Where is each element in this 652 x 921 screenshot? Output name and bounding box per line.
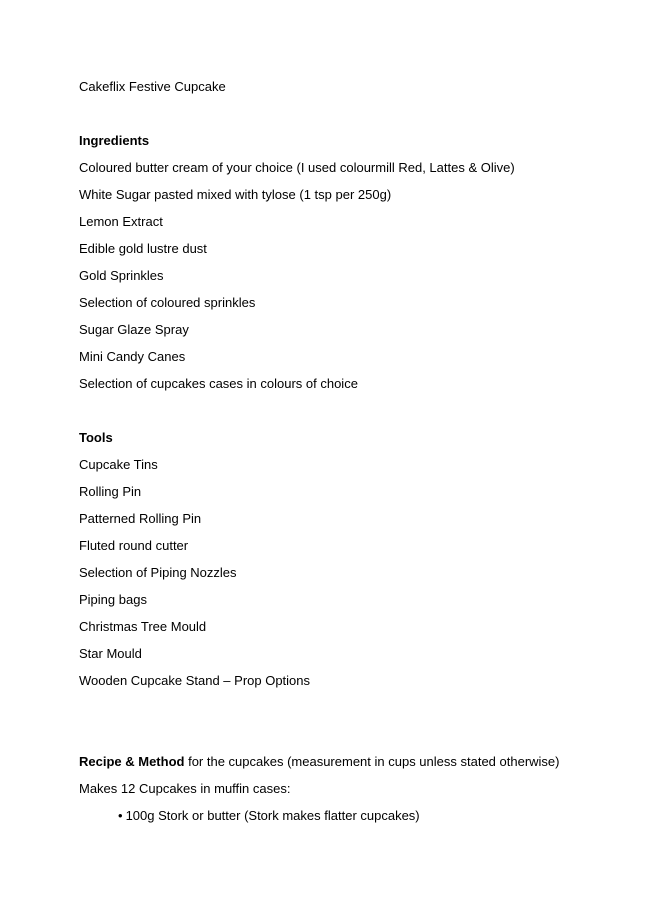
- tool-item: Fluted round cutter: [79, 538, 189, 553]
- tool-item: Christmas Tree Mould: [79, 619, 207, 634]
- ingredient-item: Gold Sprinkles: [79, 268, 164, 283]
- ingredient-item: Edible gold lustre dust: [79, 241, 207, 256]
- ingredient-item: White Sugar pasted mixed with tylose (1 tsp per 250g): [79, 187, 392, 202]
- tool-item: Cupcake Tins: [79, 457, 158, 472]
- recipe-makes: Makes 12 Cupcakes in muffin cases:: [79, 781, 291, 796]
- recipe-heading-line: [79, 754, 559, 770]
- ingredient-item: Mini Candy Canes: [79, 349, 186, 364]
- tool-item: Wooden Cupcake Stand – Prop Options: [79, 673, 311, 688]
- ingredient-item: Sugar Glaze Spray: [79, 322, 189, 337]
- ingredient-item: Selection of cupcakes cases in colours of choice: [79, 376, 358, 391]
- recipe-bullet-item: [118, 808, 420, 824]
- recipe-heading-suffix: for the cupcakes (measurement in cups unless stated otherwise): [184, 754, 560, 769]
- ingredient-item: Coloured butter cream of your choice (I used colourmill Red, Lattes & Olive): [79, 160, 515, 175]
- tool-item: Piping bags: [79, 592, 147, 607]
- tools-heading: Tools: [79, 430, 113, 445]
- tool-item: Patterned Rolling Pin: [79, 511, 202, 526]
- tool-item: Selection of Piping Nozzles: [79, 565, 237, 580]
- recipe-bullet-text: 100g Stork or butter (Stork makes flatter cupcakes): [125, 808, 420, 823]
- bullet-icon: •: [118, 808, 123, 823]
- tool-item: Rolling Pin: [79, 484, 142, 499]
- tool-item: Star Mould: [79, 646, 142, 661]
- recipe-heading: Recipe & Method: [79, 754, 185, 769]
- ingredient-item: Selection of coloured sprinkles: [79, 295, 256, 310]
- ingredient-item: Lemon Extract: [79, 214, 163, 229]
- document-title: Cakeflix Festive Cupcake: [79, 79, 226, 94]
- ingredients-heading: Ingredients: [79, 133, 150, 148]
